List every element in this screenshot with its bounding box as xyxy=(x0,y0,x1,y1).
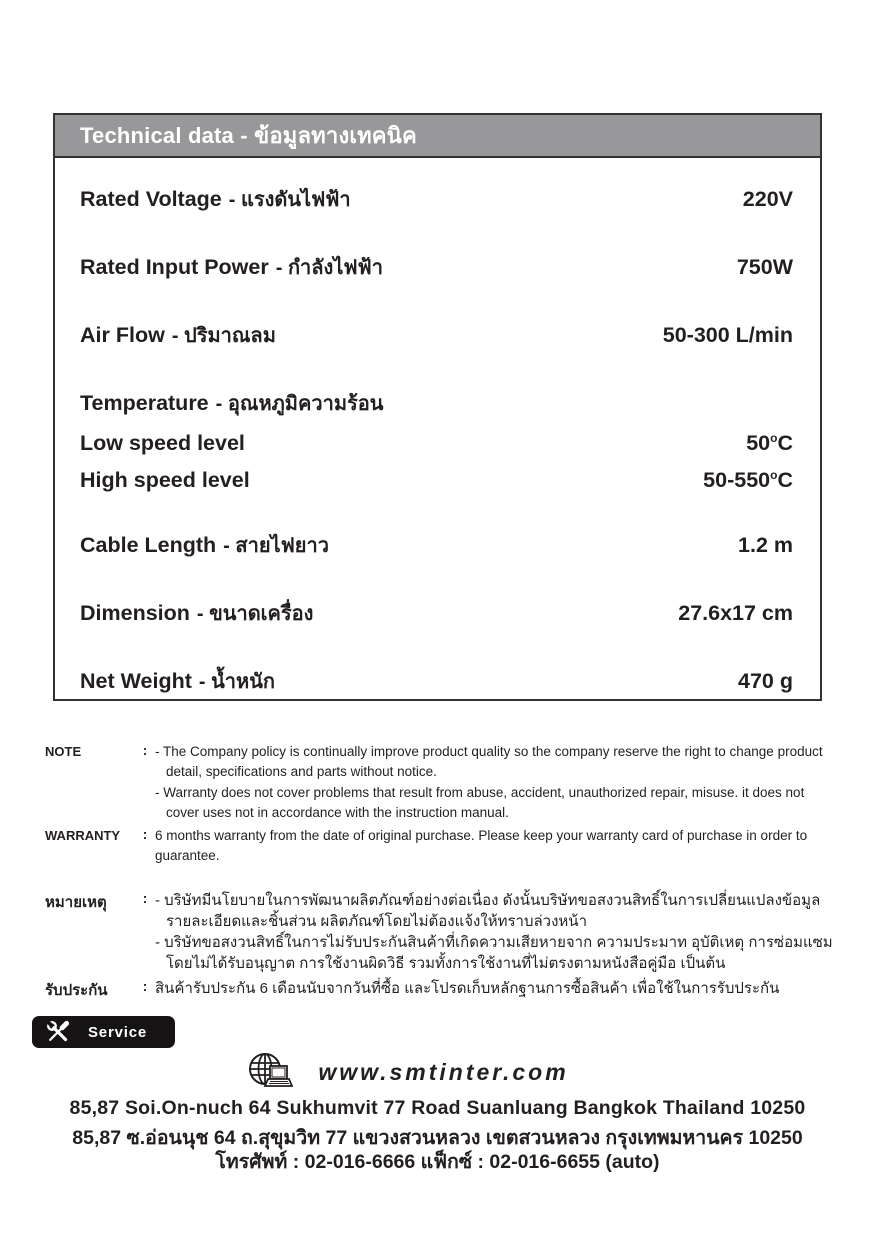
spec-value xyxy=(737,255,793,280)
technical-data-title: Technical data - ข้อมูลทางเทคนิค xyxy=(80,123,417,148)
spec-label xyxy=(80,468,250,493)
spec-value-text: 750W xyxy=(736,255,793,279)
warranty-th-colon: : xyxy=(142,978,148,994)
spec-label xyxy=(80,251,383,283)
spec-label-en: Rated Voltage xyxy=(80,187,222,211)
spec-row-low-speed-level xyxy=(80,431,793,456)
spec-value-text: 220V xyxy=(742,187,793,211)
spec-label-en: High speed level xyxy=(80,468,250,492)
spec-row-cable-length xyxy=(80,529,793,561)
spec-value-text: 50-550 xyxy=(703,468,771,492)
spec-label-en: Cable Length xyxy=(80,533,217,557)
degree-superscript: o xyxy=(770,430,778,445)
spec-value xyxy=(663,323,793,348)
spec-label-en: Temperature xyxy=(80,391,209,415)
spec-value xyxy=(743,187,793,212)
spec-value xyxy=(738,669,793,694)
spec-label xyxy=(80,319,276,351)
spec-label-th: - แรงดันไฟฟ้า xyxy=(228,189,351,211)
note-th-colon: : xyxy=(142,890,148,906)
spec-row-high-speed-level xyxy=(80,468,793,493)
warranty-th-text: สินค้ารับประกัน 6 เดือนนับจากวันที่ซื้อ และโปรดเก็บหลักฐานการซื้อสินค้า เพื่อใช้ในการรับประกัน xyxy=(155,979,780,997)
spec-value-text: 470 g xyxy=(738,669,793,693)
spec-value-unit: C xyxy=(777,431,793,455)
spec-row-net-weight xyxy=(80,665,793,697)
spec-label-en: Net Weight xyxy=(80,669,192,693)
note-colon: : xyxy=(142,743,148,758)
service-label: Service xyxy=(88,1023,147,1041)
spec-row-dimension xyxy=(80,597,793,629)
spec-label xyxy=(80,665,275,697)
spec-row-rated-voltage xyxy=(80,183,793,215)
notes-section xyxy=(45,742,833,1002)
technical-data-header xyxy=(55,115,820,158)
spec-value-text: 50-300 L/min xyxy=(662,323,793,347)
warranty-label: WARRANTY xyxy=(45,828,121,843)
address-english: 85,87 Soi.On-nuch 64 Sukhumvit 77 Road Suanluang Bangkok Thailand 10250 xyxy=(69,1097,806,1119)
note-th-label: หมายเหตุ xyxy=(45,893,107,911)
technical-data-box xyxy=(53,113,822,701)
spec-value xyxy=(746,431,793,456)
spec-row-temperature xyxy=(80,387,793,419)
warranty-colon: : xyxy=(142,827,148,842)
spec-value-text: 27.6x17 cm xyxy=(678,601,793,625)
technical-data-body xyxy=(55,158,820,697)
website-url: www.smtinter.com xyxy=(318,1058,569,1085)
spec-label-th: - ปริมาณลม xyxy=(171,325,276,347)
spec-value-text: 1.2 m xyxy=(738,533,793,557)
note-th-text xyxy=(155,890,833,975)
phone-fax-line: โทรศัพท์ : 02-016-6666 แฟ็กซ์ : 02-016-6655 (auto) xyxy=(215,1151,660,1173)
spec-label-en: Dimension xyxy=(80,601,190,625)
globe-computer-icon xyxy=(246,1050,296,1094)
spec-row-rated-input-power xyxy=(80,251,793,283)
spec-label-en: Rated Input Power xyxy=(80,255,269,279)
spec-label xyxy=(80,431,245,456)
spec-label-th: - อุณหภูมิความร้อน xyxy=(215,393,384,415)
service-tools-icon xyxy=(46,1020,70,1044)
spec-value-unit: C xyxy=(777,468,793,492)
spec-row-air-flow xyxy=(80,319,793,351)
spec-label-th: - กำลังไฟฟ้า xyxy=(275,257,383,279)
warranty-th-label: รับประกัน xyxy=(45,981,108,999)
spec-value xyxy=(738,533,793,558)
website-row xyxy=(0,1050,875,1094)
address-thai: 85,87 ซ.อ่อนนุช 64 ถ.สุขุมวิท 77 แขวงสวนหลวง เขตสวนหลวง กรุงเทพมหานคร 10250 xyxy=(72,1127,803,1149)
spec-label-th: - ขนาดเครื่อง xyxy=(196,603,314,625)
spec-label-en: Air Flow xyxy=(80,323,165,347)
notes-spacer xyxy=(45,870,833,887)
note-item: - Warranty does not cover problems that result from abuse, accident, unauthorized repair, misuse. it does not cover uses not in accordance with the instruction manual. xyxy=(155,784,805,820)
note-text xyxy=(155,742,833,823)
spec-label-th: - น้ำหนัก xyxy=(198,671,275,693)
spec-value xyxy=(703,468,793,493)
spec-label xyxy=(80,529,329,561)
spec-value-text: 50 xyxy=(746,431,771,455)
spec-label-en: Low speed level xyxy=(80,431,245,455)
note-th-item: - บริษัทขอสงวนสิทธิ์ในการไม่รับประกันสินค้าที่เกิดความเสียหายจาก ความประมาท อุบัติเหตุ การซ่อมแซมโดยไม่ได้รับอนุญาต การใช้งานผิดวิธี รวมทั้งการใช้งานที่ไม่ตรงตามหนังสือคู่มือ เป็นต้น xyxy=(155,934,833,973)
spec-value xyxy=(678,601,793,626)
spec-label xyxy=(80,387,383,419)
spec-label xyxy=(80,183,351,215)
warranty-text: 6 months warranty from the date of original purchase. Please keep your warranty card of purchase in order to guarantee. xyxy=(155,828,808,864)
degree-superscript: o xyxy=(770,467,778,482)
spec-label-th: - สายไฟยาว xyxy=(223,535,329,557)
note-item: - The Company policy is continually improve product quality so the company reserve the right to change product detail, specifications and parts without notice. xyxy=(155,744,823,780)
service-badge xyxy=(32,1016,175,1048)
note-label: NOTE xyxy=(45,744,82,759)
note-th-item: - บริษัทมีนโยบายในการพัฒนาผลิตภัณฑ์อย่างต่อเนื่อง ดังนั้นบริษัทขอสงวนสิทธิ์ในการเปลี่ยนแปลงข้อมูลรายละเอียดและชิ้นส่วน ผลิตภัณฑ์โดยไม่ต้องแจ้งให้ทราบล่วงหน้า xyxy=(155,891,821,930)
spec-label xyxy=(80,597,313,629)
